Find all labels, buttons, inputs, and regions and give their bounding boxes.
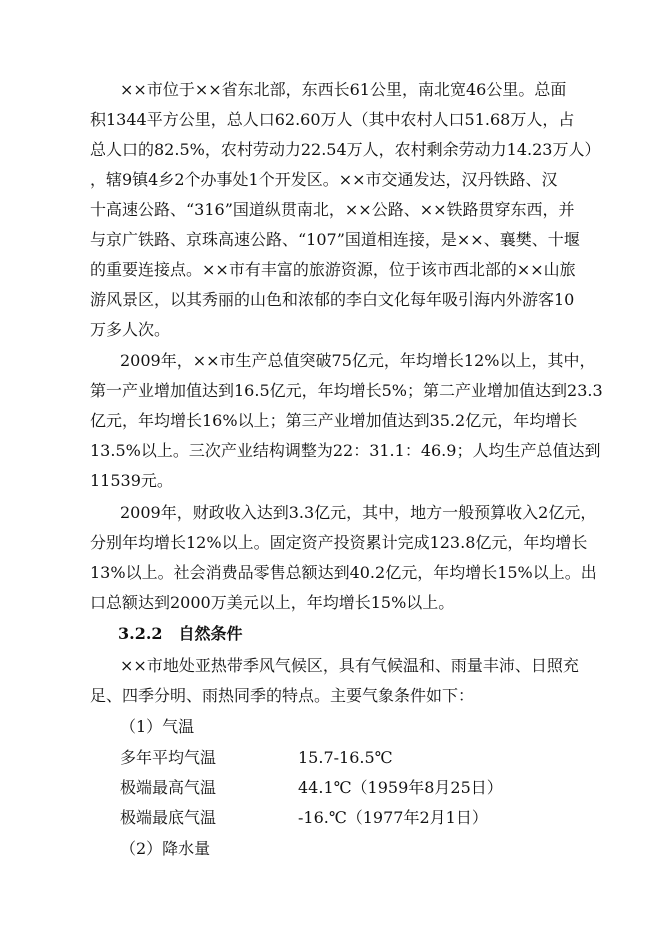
paragraph-line: 口总额达到2000万美元以上，年均增长15%以上。 — [90, 593, 455, 612]
paragraph-line: 总人口的82.5%，农村劳动力22.54万人，农村剩余劳动力14.23万人） — [90, 140, 601, 159]
subheading-temperature: （1）气温 — [120, 717, 195, 736]
climate-label: 极端最高气温 — [120, 778, 217, 797]
paragraph-line: ××市地处亚热带季风气候区，具有气候温和、雨量丰沛、日照充 — [120, 656, 579, 675]
climate-value: 15.7-16.5℃ — [298, 748, 393, 767]
paragraph-line: 游风景区，以其秀丽的山色和浓郁的李白文化每年吸引海内外游客10 — [90, 290, 575, 309]
paragraph-line: 分别年均增长12%以上。固定资产投资累计完成123.8亿元，年均增长 — [90, 533, 588, 552]
paragraph-line: 2009年，财政收入达到3.3亿元，其中，地方一般预算收入2亿元， — [120, 503, 597, 522]
paragraph-line: 足、四季分明、雨热同季的特点。主要气象条件如下： — [90, 686, 475, 705]
paragraph-line: 十高速公路、“316”国道纵贯南北，××公路、××铁路贯穿东西，并 — [90, 200, 575, 219]
paragraph-line: 的重要连接点。××市有丰富的旅游资源，位于该市西北部的××山旅 — [90, 260, 576, 279]
paragraph-line: 与京广铁路、京珠高速公路、“107”国道相连接，是××、襄樊、十堰 — [90, 230, 580, 249]
paragraph-line: 亿元，年均增长16%以上；第三产业增加值达到35.2亿元，年均增长 — [90, 411, 578, 430]
paragraph-line: 万多人次。 — [90, 320, 171, 339]
paragraph-line: ，辖9镇4乡2个办事处1个开发区。××市交通发达，汉丹铁路、汉 — [90, 170, 558, 189]
climate-label: 多年平均气温 — [120, 748, 217, 767]
climate-value: 44.1℃（1959年8月25日） — [298, 778, 503, 797]
paragraph-line: 2009年，××市生产总值突破75亿元，年均增长12%以上，其中， — [120, 351, 596, 370]
paragraph-line: 积1344平方公里，总人口62.60万人（其中农村人口51.68万人，占 — [90, 110, 575, 129]
climate-label: 极端最底气温 — [120, 808, 217, 827]
paragraph-line: 13.5%以上。三次产业结构调整为22：31.1：46.9；人均生产总值达到 — [90, 441, 601, 460]
subheading-precipitation: （2）降水量 — [120, 839, 211, 858]
paragraph-line: 13%以上。社会消费品零售总额达到40.2亿元，年均增长15%以上。出 — [90, 563, 597, 582]
paragraph-line: 第一产业增加值达到16.5亿元，年均增长5%；第二产业增加值达到23.3 — [90, 381, 603, 400]
climate-value: -16.℃（1977年2月1日） — [298, 808, 488, 827]
paragraph-line: ××市位于××省东北部，东西长61公里，南北宽46公里。总面 — [120, 80, 567, 99]
paragraph-line: 11539元。 — [90, 471, 173, 490]
section-heading: 3.2.2 自然条件 — [118, 624, 243, 643]
